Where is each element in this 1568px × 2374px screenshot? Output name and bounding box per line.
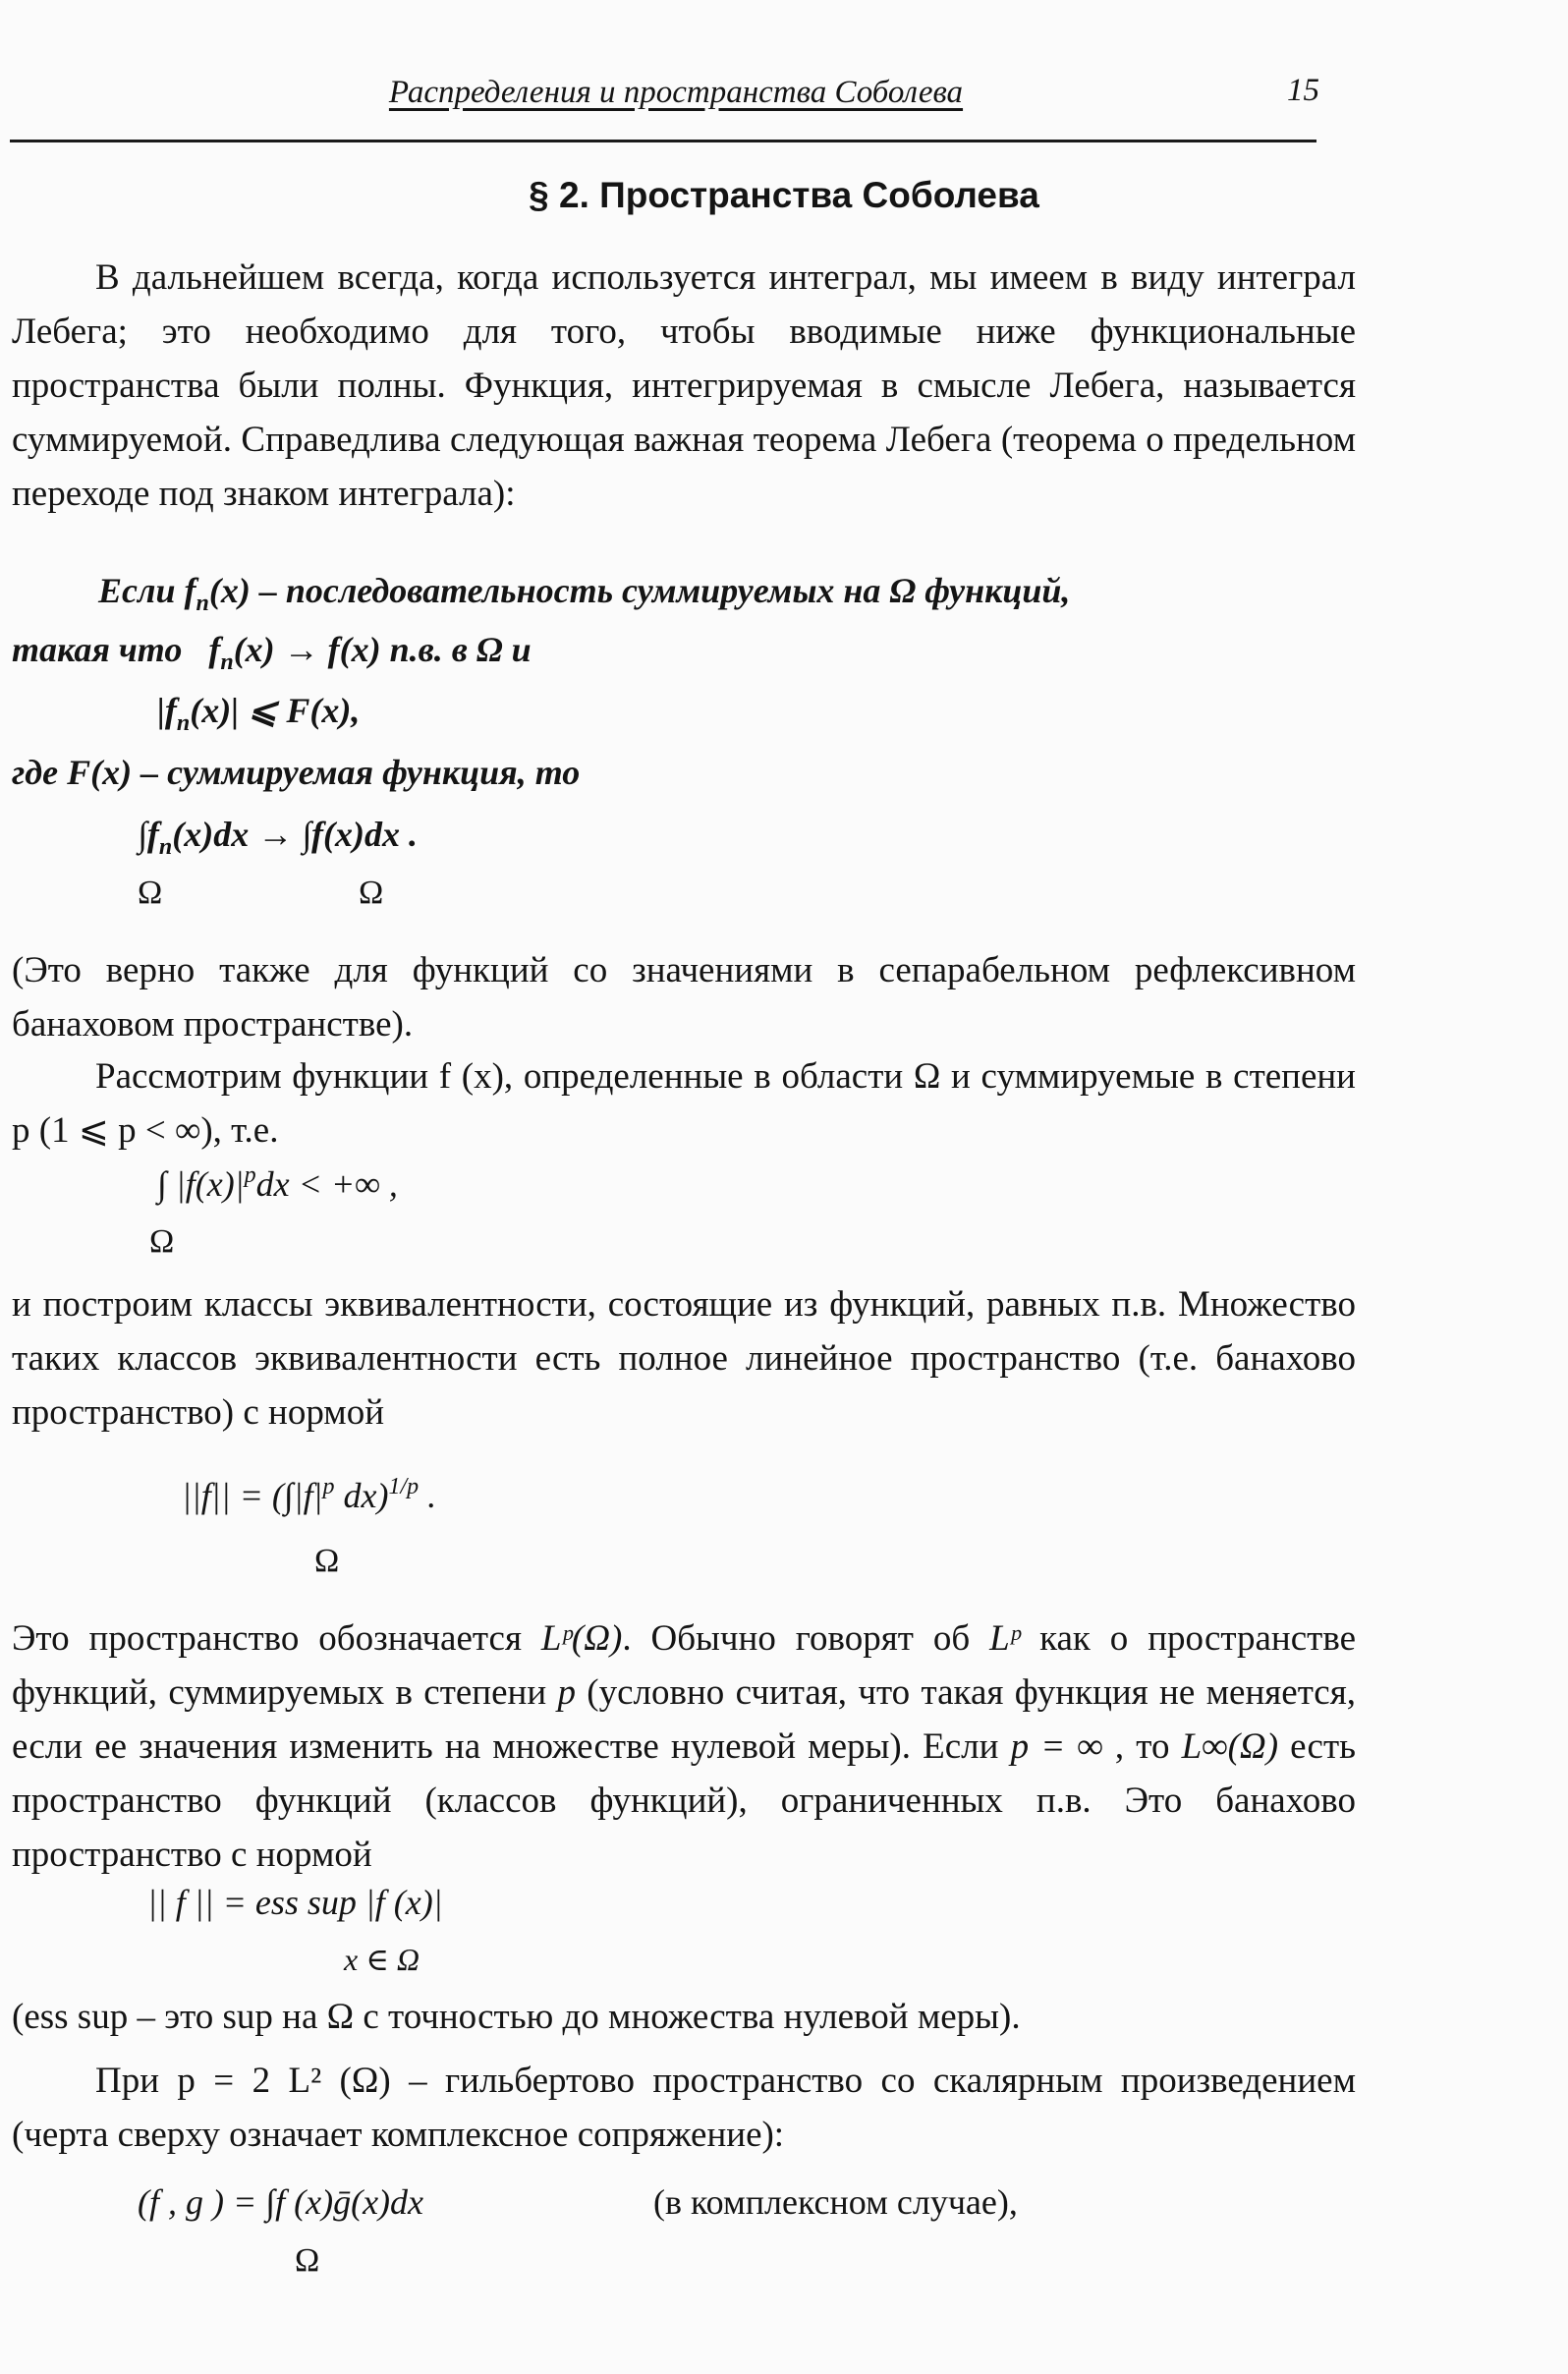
theorem-dominated-bound: $|f_n(x)|$ ⩽ F(x),	[157, 691, 361, 736]
lp-integral-condition: ∫ $|f(x)|^pdx$ < +∞ ,	[157, 1162, 398, 1204]
paragraph-banach-note: (Это верно также для функций со значениями в сепарабельном рефлексивном банаховом пространстве).	[12, 950, 1356, 1045]
theorem-line-4: где F(x) – суммируемая функция, то	[12, 753, 581, 792]
paragraph-hilbert-space: При p = 2 L² (Ω) – гильбертово пространство со скалярным произведением (черта сверху означает комплексное сопряжение):	[12, 2061, 1356, 2155]
paragraph-consider-functions: Рассмотрим функции f (x), определенные в области Ω и суммируемые в степени p (1 ⩽ p < ∞), т.е.	[12, 1056, 1356, 1151]
inner-product-omega: Ω	[295, 2242, 320, 2279]
theorem-line-2: такая что $f_n(x) \to f(x)$ п.в. в Ω и	[12, 630, 532, 675]
theorem-line-1: Если $f_n(x)$ – последовательность суммируемых на Ω функций,	[98, 571, 1071, 616]
paragraph-lp-space: Это пространство обозначается Lᵖ(Ω). Обычно говорят об Lᵖ как о пространстве функций, суммируемых в степени p (условно считая, что такая функция не меняется, если ее значения изменить на множестве нулевой меры). Если p = ∞ , то L∞(Ω) есть пространство функций (классов функций), ограниченных п.в. Это банахово пространство с нормой	[12, 1618, 1356, 1875]
section-title: § 2. Пространства Соболева	[529, 175, 1039, 215]
paragraph-ess-sup: (ess sup – это sup на Ω с точностью до множества нулевой меры).	[12, 1997, 1021, 2037]
running-title: Распределения и пространства Соболева	[388, 75, 964, 110]
paragraph-lebesgue-intro: В дальнейшем всегда, когда используется интеграл, мы имеем в виду интеграл Лебега; это необходимо для того, чтобы вводимые ниже функциональные пространства были полны. Функция, интегрируемая в смысле Лебега, называется суммируемой. Справедлива следующая важная теорема Лебега (теорема о предельном переходе под знаком интеграла):	[12, 257, 1356, 514]
inner-product-note: (в комплексном случае),	[653, 2182, 1018, 2222]
lp-norm-formula: $||f|| = (\int|f|^p$ dx)$^{1/p}$ .	[182, 1474, 437, 1515]
linf-norm-subscript: x ∈ Ω	[344, 1942, 420, 1977]
paragraph-equivalence-classes: и построим классы эквивалентности, состоящие из функций, равных п.в. Множество таких классов эквивалентности есть полное линейное пространство (т.е. банахово пространство) с нормой	[12, 1284, 1356, 1433]
linf-norm-formula: || f || = ess sup |f (x)|	[147, 1883, 443, 1922]
theorem-limit-formula: $\int f_n(x)dx \to \int f(x)dx$ .	[138, 815, 419, 860]
lp-integral-omega: Ω	[149, 1223, 175, 1260]
running-header	[10, 71, 1319, 142]
theorem-omega-right: Ω	[359, 875, 384, 911]
lp-norm-omega: Ω	[314, 1543, 340, 1579]
page-number: 15	[1287, 73, 1319, 108]
theorem-omega-left: Ω	[138, 875, 163, 911]
inner-product-formula: (f , g ) = ∫f (x)ḡ(x)dx	[138, 2182, 424, 2222]
